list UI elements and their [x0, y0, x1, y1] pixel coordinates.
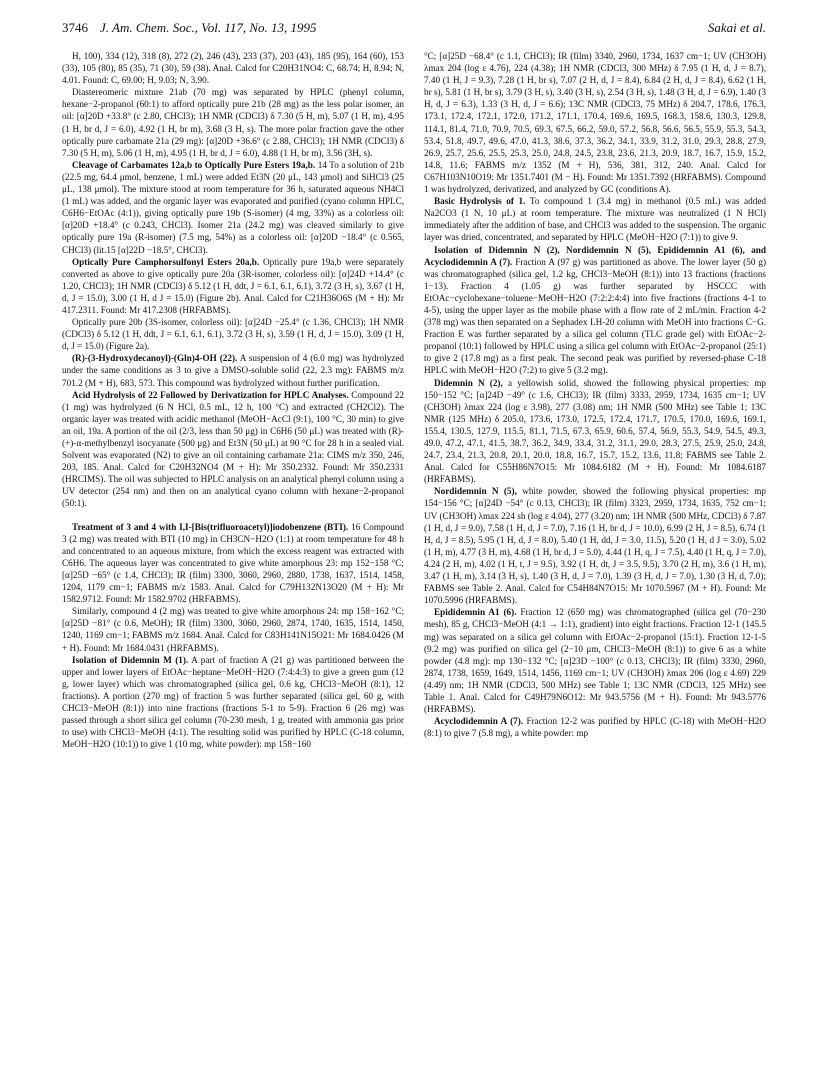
paragraph-text: Compound 22 (1 mg) was hydrolyzed (6 N HCl, 0.5 mL, 12 h, 100 °C) and extracted (CH2Cl2). The organic layer was treated with acidic methanol (MeOH−AcCl (9:1), 100 °C, 30 min) to give an oil, 19a. A portion of the oil (2/3, less than 50 μg) in C6H6 (50 μL) was treated with (R)-(+)-α-methylbenzyl isocyanate (500 μg) and Et3N (50 μL) at 90 °C for 28 h in a sealed vial. Solvent was evaporated (N2) to give an oil containing carbamate 21a: CIMS m/z 350, 246, 203, 185. Anal. Calcd for C20H32NO4 (M + H): Mr 350.2332. Found: Mr 350.2331 (HRCIMS). The oil was subjected to HPLC analysis on an analytical phenyl column using a UV detector (254 nm) and then on an analytical cyano column with hexane−2-propanol (50:1).: [62, 389, 404, 509]
paragraph: [62, 256, 404, 316]
paragraph-heading: Acid Hydrolysis of 22 Followed by Derivatization for HPLC Analyses.: [72, 389, 349, 400]
paragraph-text: 14 To a solution of 21b (22.5 mg, 64.4 μmol, benzene, 1 mL) were added Et3N (20 μL, 143 μmol) and SiHCl3 (25 μL, 138 μmol). The mixture stood at room temperature for 36 h, saturated aqueous NH4Cl (1 mL) was added, and the organic layer was evaporated and purified (cyano column HPLC, C6H6−EtOAc (4:1)), giving optically pure 19b (S-isomer) (4 mg, 33%) as a colorless oil: [α]20D +18.4° (c 0.243, CHCl3). Isomer 21a (24.2 mg) was cleaved similarly to give optically pure 19a (R-isomer) (7.5 mg, 54%) as a colorless oil: [α]20D −18.4° (c 0.565, CHCl3) (lit.15 [α]22D −18.5°, CHCl3).: [62, 159, 404, 255]
paragraph: [62, 389, 404, 510]
paragraph-heading: Basic Hydrolysis of 1.: [434, 196, 526, 207]
paragraph-text: Similarly, compound 4 (2 mg) was treated to give white amorphous 24: mp 158−162 °C; [α]25D −81° (c 0.6, MeOH); IR (film) 3300, 3060, 2960, 2874, 1740, 1635, 1514, 1450, 1240, 1169 cm−1; FABMS m/z 1684. Anal. Calcd for C83H141N15O21: Mr 1684.0426 (M + H). Found: Mr 1684.0431 (HRFABMS).: [62, 606, 404, 653]
running-header: [62, 20, 766, 44]
paragraph: [62, 50, 404, 86]
journal-citation: J. Am. Chem. Soc., Vol. 117, No. 13, 1995: [100, 20, 317, 35]
paragraph-heading: Cleavage of Carbamates 12a,b to Optically Pure Esters 19a,b.: [72, 159, 316, 170]
paragraph: [62, 86, 404, 159]
paragraph-text: a yellowish solid, showed the following physical properties: mp 150−152 °C; [α]24D −49° (c 1.6, CHCl3); IR (film) 3333, 2959, 1734, 1635 cm−1; UV (CH3OH) λmax 224 (log ε 3.98), 277 (3.08) nm; 1H NMR (500 MHz) see Table 1; 13C NMR (125 MHz) δ 205.0, 173.6, 173.0, 172.5, 172.4, 171.7, 170.5, 170.0, 169.6, 169.1, 155.4, 130.5, 127.9, 115.5, 81.1, 71.5, 67.3, 65.9, 60.6, 57.4, 56.9, 55.3, 54.9, 54.5, 49.3, 49.0, 47.2, 47.1, 41.5, 38.7, 36.2, 34.9, 33.4, 31.2, 31.1, 29.0, 28.3, 27.5, 25.9, 25.0, 24.8, 24.7, 23.4, 21.3, 20.8, 20.1, 20.0, 18.8, 16.7, 15.7, 15.2, 13.6, 11.8; FABMS see Table 2. Anal. Calcd for C55H86N7O15: Mr 1084.6182 (M + H). Found: Mr 1084.6187 (HRFABMS).: [424, 377, 767, 485]
paragraph-text: Optically pure 20b (3S-isomer, colorless oil): [α]24D −25.4° (c 1.36, CHCl3); 1H NMR (CDCl3) δ 5.12 (1 H, ddt, J = 6.1, 6.1, 6.1), 3.72 (3 H, s), 3.59 (1 H, d, J = 15.0), 3.09 (1 H, d, J = 15.0) (Figure 2a).: [62, 317, 404, 352]
paragraph-text: H, 100), 334 (12), 318 (8), 272 (2), 246 (43), 233 (37), 203 (43), 185 (95), 164 (60), 153 (33), 105 (80), 85 (35), 71 (30), 59 (38). Anal. Calcd for C20H31NO4: C, 68.74; H, 8.94; N, 4.01. Found: C, 69.00; H, 9.03; N, 3.90.: [62, 51, 404, 86]
paragraph-text: To compound 1 (3.4 mg) in methanol (0.5 mL) was added Na2CO3 (1 N, 10 μL) at room temperature. The mixture was neutralized (1 N HCl) immediately after the addition of base, and CHCl3 was added to the suspension. The organic layer was dried, concentrated, and separated by HPLC (MeOH−H2O (7:1)) to give 9.: [424, 196, 766, 243]
paragraph-text: A suspension of 4 (6.0 mg) was hydrolyzed under the same conditions as 3 to give a DMSO-soluble solid (22, 2.3 mg): FABMS m/z 701.2 (M + H), 683, 573. This compound was hydrolyzed without further purification.: [62, 353, 405, 388]
paragraph-text: Fraction 12-2 was purified by HPLC (C-18) with MeOH−H2O (8:1) to give 7 (5.8 mg), a white powder: mp: [424, 716, 767, 739]
running-author: Sakai et al.: [707, 20, 766, 35]
paragraph: [62, 316, 404, 352]
paragraph: [62, 605, 404, 653]
paragraph-heading: Isolation of Didemnin M (1).: [72, 654, 189, 665]
paragraph: [62, 521, 404, 606]
left-column: [62, 50, 404, 750]
paragraph-heading: Nordidemnin N (5),: [434, 486, 517, 497]
paragraph-text: A part of fraction A (21 g) was partitioned between the upper and lower layers of EtOAc−heptane−MeOH−H2O (7:4:4:3) to give a green gum (12 g, lower layer) which was chromatographed (silica gel, 0.6 kg, CHCl3−MeOH (8:1), 12 fractions). A portion (270 mg) of fraction 5 was further separated (silica gel, 60 g, with CHCl3−MeOH (8:1)) into nine fractions (fractions 5-1 to 5-9). Fraction 6 (26 mg) was passed through a short silica gel column (70-230 mesh, 1 g, treated with ammonia gas prior to use) with CHCl3−MeOH (4:1). The resulting solid was purified by HPLC (C-18 column, MeOH−H2O (10:1)) to give 1 (10 mg, white powder): mp 158−160: [62, 654, 404, 750]
paragraph-heading: Optically Pure Camphorsulfonyl Esters 20a,b.: [72, 256, 260, 267]
paragraph-heading: (R)-(3-Hydroxydecanoyl)-(Gln)4-OH (22).: [72, 353, 238, 364]
paragraph: [62, 654, 404, 751]
paragraph-text: Fraction A (97 g) was partitioned as above. The lower layer (50 g) was chromatographed (silica gel, 1.2 kg, CHCl3−MeOH (8:1)) into 13 fractions (fractions 1−13). Fraction 4 (1.05 g) was further separated by HSCCC with EtOAc−cyclohexane−toluene−MeOH−H2O (7:2:2:4:4) into five fractions (fractions 4-1 to 4-5), using the upper layer as the mobile phase with a flow rate of 2 mL/min. Fraction 4-2 (378 mg) was then separated on a Sephadex LH-20 column with MeOH into fractions C−G. Fraction E was further separated by a silica gel column (TLC grade gel) with EtOAc−2-propanol (10:1) followed by HPLC using a silica gel column with EtOAc−2-propanol (25:1) to give 2 (17.8 mg) as a first peak. The second peak was purified by reversed-phase C-18 HPLC with MeOH−H2O (7:2) to give 5 (3.2 mg).: [424, 256, 767, 376]
paragraph-text: Fraction 12 (650 mg) was chromatographed (silica gel (70−230 mesh), 85 g, CHCl3−MeOH (4:1 → 1:1), gradient) into eight fractions. Fraction 12-1 (145.5 mg) was separated on a silica gel column with EtOAc−2-propanol (15:1). Fraction 12-1-5 (9.2 mg) was purified on silica gel (2−10 μm, CHCl3−MeOH (8:1)) to give 6 as a white powder (4.8 mg): mp 130−132 °C; [α]23D −100° (c 0.13, CHCl3); IR (film) 3330, 2960, 2874, 1738, 1659, 1649, 1514, 1456, 1169 cm−1; UV (CH3OH) λmax 206 (log ε 4.69) 229 (4.49) nm; 1H NMR (CDCl3, 500 MHz) see Table 1; 13C NMR (CDCl3, 125 MHz) see Table 1. Anal. Calcd for C49H79N6O12: Mr 943.5756 (M + H). Found: Mr 943.5776 (HRFABMS).: [424, 607, 767, 715]
paragraph: [424, 195, 766, 243]
paragraph: [424, 715, 766, 739]
paragraph-text: Optically pure 19a,b were separately converted as above to give optically pure 20a (3R-isomer, colorless oil): [α]24D +14.4° (c 1.20, CHCl3); 1H NMR (CDCl3) δ 5.12 (1 H, ddt, J = 6.1, 6.1, 6.1), 3.72 (3 H, s), 3.67 (1 H, d, J = 15.0), 3.00 (1 H, d J = 15.0) (Figure 2b). Anal. Calcd for C21H36O6S (M + H): Mr 417.2311. Found: Mr 417.2308 (HRFABMS).: [62, 256, 405, 315]
paragraph-heading: Didemnin N (2),: [434, 377, 503, 388]
paragraph-text: °C; [α]25D −68.4° (c 1.1, CHCl3); IR (film) 3340, 2960, 1734, 1637 cm−1; UV (CH3OH) λmax 204 (log ε 4.76), 224 (4.38); 1H NMR (CDCl3, 300 MHz) δ 7.95 (1 H, d, J = 8.7), 7.40 (1 H, J = 9.3), 7.28 (1 H, br s), 7.07 (2 H, d, J = 8.4), 6.84 (2 H, d, J = 8.4), 6.62 (1 H, br s), 5.81 (1 H, br s), 3.79 (3 H, s), 3.40 (3 H, s), 2.54 (3 H, s), 1.48 (3 H, d, J = 6.9), 1.40 (3 H, d, J = 6.3), 1.33 (3 H, d, J = 6.6); 13C NMR (CDCl3, 75 MHz) δ 204.7, 178.6, 176.3, 173.1, 172.4, 172.1, 172.0, 171.2, 171.1, 170.4, 169.6, 169.5, 168.3, 158.6, 130.3, 129.8, 114.1, 81.4, 71.0, 70.9, 70.5, 69.3, 67.5, 66.2, 59.0, 57.2, 56.8, 56.6, 56.5, 55.9, 55.3, 54.3, 53.4, 51.8, 49.7, 49.6, 47.0, 41.3, 38.6, 37.3, 36.2, 34.1, 33.9, 31.2, 31.0, 29.3, 28.8, 27.9, 26.9, 25.7, 25.6, 25.5, 25.3, 25.0, 24.8, 24.5, 23.8, 23.6, 21.3, 20.9, 18.7, 16.7, 15.9, 15.2, 14.8, 11.6; FABMS m/z 1352 (M + H), 536, 381, 312, 240. Anal. Calcd for C67H103N10O19: Mr 1351.7401 (M − H). Found: Mr 1351.7392 (HRFABMS). Compound 1 was hydrolyzed, derivatized, and analyzed by GC (conditions A).: [424, 51, 766, 195]
page-number: 3746: [62, 20, 88, 35]
right-column: [424, 50, 766, 739]
paragraph: [62, 352, 404, 388]
paragraph: [424, 606, 766, 715]
paragraph: [424, 50, 766, 195]
paragraph-text: 16 Compound 3 (2 mg) was treated with BTI (10 mg) in CH3CN−H2O (1:1) at room temperature for 48 h and concentrated to an aqueous mixture, from which the excess reagent was extracted with C6H6. The aqueous layer was concentrated to give white amorphous 23: mp 152−158 °C; [α]25D −65° (c 1.4, CHCl3); IR (film) 3300, 3060, 2960, 2880, 1738, 1637, 1514, 1458, 1204, 1179 cm−1; FABMS m/z 1583. Anal. Calcd for C79H132N13O20 (M + H): Mr 1582.9712. Found: Mr 1582.9702 (HRFABMS).: [62, 521, 404, 605]
paragraph-text: white powder, showed the following physical properties: mp 154−156 °C; [α]24D −54° (c 0.13, CHCl3); IR (film) 3323, 2959, 1734, 1635, 752 cm−1; UV (CH3OH) λmax 224 sh (log ε 4.04), 277 (3.20) nm; 1H NMR (500 MHz, CDCl3) δ 7.87 (1 H, d, J = 9.0), 7.58 (1 H, d, J = 7.0), 7.16 (1 H, br d, J = 10.0), 6.99 (2 H, J = 8.5), 6.74 (1 H, d, J = 8.5), 5.95 (1 H, d, J = 8.0), 5.40 (1 H, dd, J = 3.0, 11.5), 5.20 (1 H, d J = 3.0), 5.02 (1 H, m), 4.77 (3 H, m), 4.68 (1 H, br d, J = 5.0), 4.44 (1 H, q, J = 7.5), 4.40 (1 H, q, J = 7.0), 4.24 (2 H, m), 4.02 (1 H, t, J = 9.5), 3.92 (1 H, dt, J = 3.5, 9.5), 3.70 (2 H, m), 3.6 (1 H, m), 3.47 (1 H, m), 3.14 (3 H, s), 1.40 (3 H, d, J = 7.0), 1.39 (3 H, d, J = 7.0), 1.30 (3 H, d, 7.0); FABMS see Table 2. Anal. Calcd for C54H84N7O15: Mr 1070.5967 (M + H). Found: Mr 1070.5996 (HRFABMS).: [424, 486, 767, 606]
paragraph-heading: Isolation of Didemnin N (2), Nordidemnin N (5), Epididemnin A1 (6), and Acyclodidemnin A (7).: [424, 244, 766, 267]
paragraph-heading: Epididemnin A1 (6).: [434, 607, 517, 618]
paragraph: [424, 485, 766, 606]
paragraph-heading: Treatment of 3 and 4 with I,I-[Bis(trifluoroacetyl)]iodobenzene (BTI).: [72, 521, 349, 532]
paragraph: [62, 159, 404, 256]
paragraph-text: Diastereomeric mixture 21ab (70 mg) was separated by HPLC (phenyl column, hexane−2-propanol (60:1) to afford optically pure 21b (28 mg) as the less polar isomer, an oil: [α]20D +33.8° (c 2.80, CHCl3); 1H NMR (CDCl3) δ 7.30 (5 H, m), 5.07 (1 H, m), 4.95 (1 H, br d, J = 6.0), 4.92 (1 H, br m), 3.68 (3 H, s). The more polar fraction gave the other optically pure carbamate 21a (29 mg): [α]20D +36.6° (c 2.88, CHCl3); 1H NMR (CDCl3) δ 7.30 (5 H, m), 5.06 (1 H, m), 4.95 (1 H, br d, J = 6.0), 4.88 (1 H, br m), 3.56 (3H, s).: [62, 87, 404, 158]
paragraph-heading: Acyclodidemnin A (7).: [434, 716, 524, 727]
paragraph: [424, 377, 766, 486]
paragraph: [424, 244, 766, 377]
